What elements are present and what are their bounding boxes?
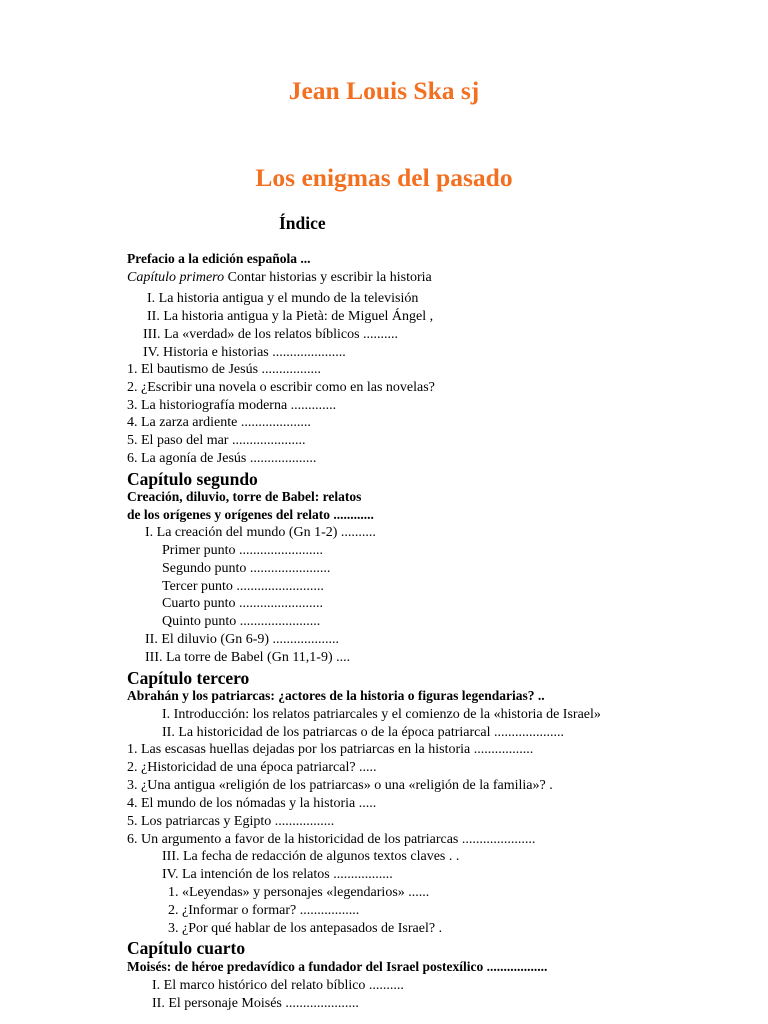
chapter-3-label: Capítulo tercero <box>127 668 250 688</box>
book-title: Los enigmas del pasado <box>255 163 513 192</box>
toc-entry: Quinto punto ....................... <box>162 614 321 629</box>
toc-entry: 1. El bautismo de Jesús ................. <box>127 362 322 377</box>
toc-entry: 5. Los patriarcas y Egipto ................. <box>127 814 335 829</box>
toc-entry: II. El diluvio (Gn 6-9) ................... <box>145 632 340 647</box>
toc-entry: II. La historia antigua y la Pietà: de Miguel Ángel , <box>147 309 434 324</box>
toc-entry: III. La torre de Babel (Gn 11,1-9) .... <box>145 650 351 665</box>
chapter-1-label: Capítulo primero <box>127 270 225 285</box>
toc-entry: 3. ¿Por qué hablar de los antepasados de Israel? . <box>168 921 443 936</box>
toc-entry: IV. Historia e historias ..................... <box>143 345 346 360</box>
chapter-2-subtitle: Creación, diluvio, torre de Babel: relatos <box>127 489 362 504</box>
toc-entry: 3. ¿Una antigua «religión de los patriarcas» o una «religión de la familia»? . <box>127 778 553 793</box>
toc-entry: I. Introducción: los relatos patriarcales y el comienzo de la «historia de Israel» <box>162 707 601 722</box>
toc-entry: II. La historicidad de los patriarcas o de la época patriarcal .................... <box>162 725 564 740</box>
toc-entry: III. La fecha de redacción de algunos textos claves . . <box>162 849 460 864</box>
toc-entry: Cuarto punto ........................ <box>162 596 323 611</box>
toc-entry: I. La historia antigua y el mundo de la televisión <box>147 291 419 306</box>
chapter-1-title: Contar historias y escribir la historia <box>227 270 432 285</box>
toc-entry: I. La creación del mundo (Gn 1-2) .......... <box>145 525 376 540</box>
author-name: Jean Louis Ska sj <box>288 76 480 105</box>
toc-entry: IV. La intención de los relatos ................. <box>162 867 393 882</box>
toc-entry: Tercer punto ......................... <box>162 579 324 594</box>
chapter-3-subtitle: Abrahán y los patriarcas: ¿actores de la historia o figuras legendarias? .. <box>127 688 545 703</box>
toc-entry: II. El personaje Moisés ..................... <box>152 996 359 1011</box>
toc-entry: 4. El mundo de los nómadas y la historia ..... <box>127 796 377 811</box>
toc-entry: 2. ¿Informar o formar? ................. <box>168 903 360 918</box>
chapter-4-label: Capítulo cuarto <box>127 938 246 958</box>
toc-entry: 2. ¿Escribir una novela o escribir como en las novelas? <box>127 380 435 395</box>
toc-entry: 2. ¿Historicidad de una época patriarcal? ..... <box>127 760 377 775</box>
toc-entry: 5. El paso del mar ..................... <box>127 433 306 448</box>
index-heading: Índice <box>279 213 326 233</box>
chapter-4-subtitle: Moisés: de héroe predavídico a fundador del Israel postexílico .................. <box>127 959 548 974</box>
toc-entry-preface: Prefacio a la edición española ... <box>127 251 311 266</box>
chapter-2-subtitle: de los orígenes y orígenes del relato ............ <box>127 507 374 522</box>
chapter-2-label: Capítulo segundo <box>127 469 258 489</box>
toc-entry: 6. La agonía de Jesús ................... <box>127 451 317 466</box>
toc-entry: 4. La zarza ardiente .................... <box>127 415 311 430</box>
toc-entry: 3. La historiografía moderna ............. <box>127 398 337 413</box>
toc-entry: III. La «verdad» de los relatos bíblicos .......... <box>143 327 399 342</box>
toc-entry: 1. «Leyendas» y personajes «legendarios» ...... <box>168 885 430 900</box>
toc-entry: 6. Un argumento a favor de la historicidad de los patriarcas ..................... <box>127 832 536 847</box>
toc-entry: I. El marco histórico del relato bíblico .......... <box>152 978 404 993</box>
toc-entry: Segundo punto ....................... <box>162 561 331 576</box>
chapter-1-heading <box>127 269 432 287</box>
toc-entry: Primer punto ........................ <box>162 543 323 558</box>
toc-entry: 1. Las escasas huellas dejadas por los patriarcas en la historia ................. <box>127 742 534 757</box>
